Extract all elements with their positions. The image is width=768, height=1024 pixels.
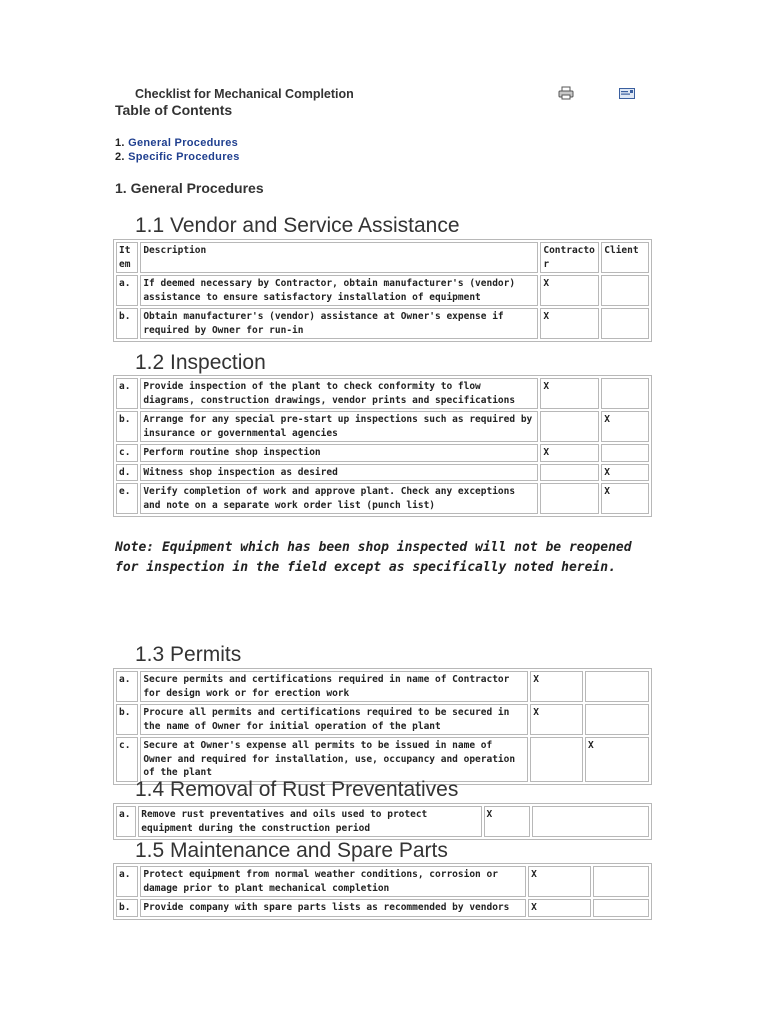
table-row (116, 671, 649, 702)
email-icon[interactable] (619, 88, 635, 99)
table-row (116, 378, 649, 409)
table-row (116, 464, 649, 482)
row-description: Provide inspection of the plant to check conformity to flow diagrams, construction drawings, vendor prints and specifications (140, 378, 538, 409)
checklist-table-vendor-assistance (113, 239, 652, 342)
table-row (116, 444, 649, 462)
table-row (116, 704, 649, 735)
row-contractor-mark: X (540, 444, 599, 462)
row-description: Witness shop inspection as desired (140, 464, 538, 482)
document-title: Checklist for Mechanical Completion (135, 87, 354, 101)
row-contractor-mark (530, 737, 583, 782)
toc-heading: Table of Contents (115, 102, 233, 118)
row-contractor-mark: X (530, 671, 583, 702)
row-client-mark (593, 866, 649, 897)
row-contractor-mark: X (484, 806, 531, 837)
row-client-mark: X (601, 483, 649, 514)
row-description: If deemed necessary by Contractor, obtain manufacturer's (vendor) assistance to ensure satisfactory installation of equipment (140, 275, 538, 306)
subsection-title-rust-preventatives: 1.4 Removal of Rust Preventatives (135, 778, 459, 801)
checklist-table-permits (113, 668, 652, 785)
row-client-mark: X (601, 411, 649, 442)
row-description: Protect equipment from normal weather conditions, corrosion or damage prior to plant mechanical completion (140, 866, 526, 897)
column-header-item: Item (116, 242, 138, 273)
subsection-title-maintenance-spare-parts: 1.5 Maintenance and Spare Parts (135, 839, 448, 862)
toc-item-number: 1. (115, 137, 125, 149)
row-description: Secure permits and certifications required in name of Contractor for design work or for erection work (140, 671, 528, 702)
checklist-table-maintenance-spare-parts (113, 863, 652, 920)
column-header-description: Description (140, 242, 538, 273)
row-contractor-mark: X (530, 704, 583, 735)
row-description: Arrange for any special pre-start up inspections such as required by insurance or governmental agencies (140, 411, 538, 442)
row-client-mark (585, 671, 649, 702)
toc-link-general-procedures[interactable]: General Procedures (128, 137, 239, 149)
row-item: e. (116, 483, 138, 514)
row-item: a. (116, 806, 136, 837)
row-item: a. (116, 275, 138, 306)
toc-link-specific-procedures[interactable]: Specific Procedures (128, 151, 240, 163)
row-client-mark: X (601, 464, 649, 482)
table-row (116, 308, 649, 339)
section-heading-general-procedures: 1. General Procedures (115, 180, 264, 196)
row-contractor-mark (540, 411, 599, 442)
column-header-client: Client (601, 242, 649, 273)
toc-item (115, 150, 240, 164)
row-description: Obtain manufacturer's (vendor) assistance at Owner's expense if required by Owner for run-in (140, 308, 538, 339)
row-client-mark (601, 275, 649, 306)
subsection-title-inspection: 1.2 Inspection (135, 351, 266, 374)
row-client-mark: X (585, 737, 649, 782)
row-description: Perform routine shop inspection (140, 444, 538, 462)
row-description: Remove rust preventatives and oils used to protect equipment during the construction period (138, 806, 481, 837)
row-contractor-mark: X (540, 308, 599, 339)
inspection-note: Note: Equipment which has been shop inspected will not be reopened for inspection in the field except as specifically noted herein. (115, 540, 632, 575)
table-row (116, 806, 649, 837)
row-contractor-mark: X (540, 378, 599, 409)
subsection-title-vendor-assistance: 1.1 Vendor and Service Assistance (135, 214, 460, 237)
row-contractor-mark: X (540, 275, 599, 306)
subsection-title-permits: 1.3 Permits (135, 643, 242, 666)
row-client-mark (532, 806, 649, 837)
checklist-table-inspection (113, 375, 652, 517)
printer-icon[interactable] (558, 86, 574, 100)
row-client-mark (601, 444, 649, 462)
row-description: Procure all permits and certifications required to be secured in the name of Owner for initial operation of the plant (140, 704, 528, 735)
row-item: b. (116, 899, 138, 917)
table-row (116, 899, 649, 917)
column-header-contractor: Contractor (540, 242, 599, 273)
row-item: a. (116, 671, 138, 702)
row-item: a. (116, 378, 138, 409)
toc-item (115, 136, 240, 150)
row-contractor-mark (540, 464, 599, 482)
row-item: c. (116, 444, 138, 462)
row-description: Verify completion of work and approve plant. Check any exceptions and note on a separate work order list (punch list) (140, 483, 538, 514)
table-row (116, 275, 649, 306)
table-row (116, 737, 649, 782)
table-row (116, 866, 649, 897)
row-contractor-mark (540, 483, 599, 514)
row-item: d. (116, 464, 138, 482)
row-item: c. (116, 737, 138, 782)
table-row (116, 411, 649, 442)
row-description: Provide company with spare parts lists as recommended by vendors (140, 899, 526, 917)
table-of-contents (115, 136, 240, 164)
row-item: b. (116, 308, 138, 339)
row-item: b. (116, 704, 138, 735)
toc-item-number: 2. (115, 151, 125, 163)
row-item: a. (116, 866, 138, 897)
row-contractor-mark: X (528, 899, 591, 917)
row-client-mark (601, 308, 649, 339)
table-row (116, 483, 649, 514)
table-header-row (116, 242, 649, 273)
row-client-mark (601, 378, 649, 409)
checklist-table-rust-preventatives (113, 803, 652, 840)
row-item: b. (116, 411, 138, 442)
row-contractor-mark: X (528, 866, 591, 897)
row-client-mark (593, 899, 649, 917)
row-description: Secure at Owner's expense all permits to be issued in name of Owner and required for installation, use, occupancy and operation of the plant (140, 737, 528, 782)
row-client-mark (585, 704, 649, 735)
